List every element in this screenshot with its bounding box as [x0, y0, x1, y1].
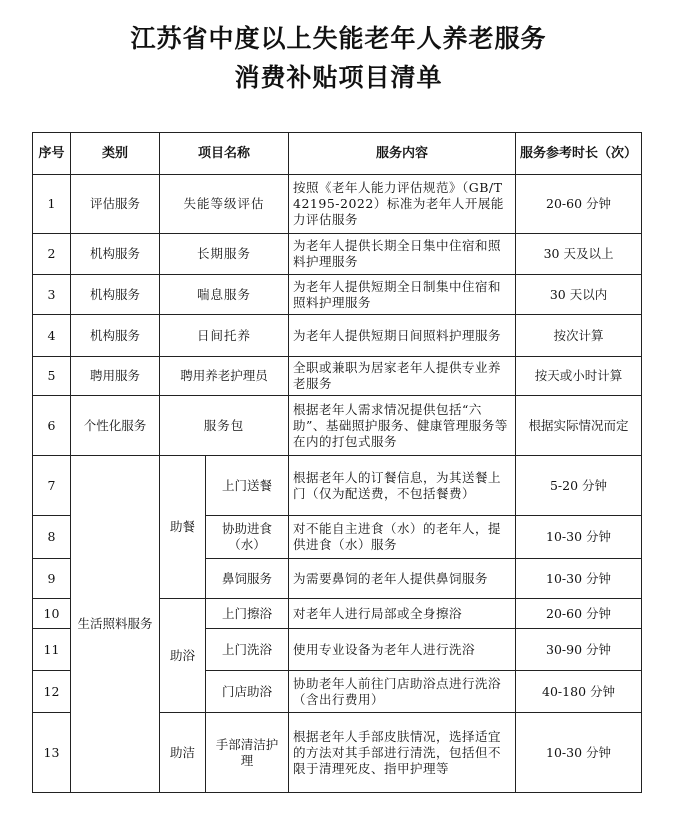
group-life-care: 生活照料服务 [71, 456, 160, 793]
table-row [33, 357, 642, 396]
row-duration: 30-90 分钟 [516, 629, 642, 671]
row-category: 个性化服务 [71, 396, 160, 456]
table-row [33, 315, 642, 357]
row-item: 日间托养 [160, 315, 289, 357]
group-meal-help: 助餐 [160, 456, 206, 599]
document-title-line1: 江苏省中度以上失能老年人养老服务 [130, 24, 547, 53]
row-duration: 5-20 分钟 [516, 456, 642, 516]
row-duration: 10-30 分钟 [516, 516, 642, 559]
row-category: 聘用服务 [71, 357, 160, 396]
header-item-name: 项目名称 [160, 133, 289, 175]
row-duration: 10-30 分钟 [516, 559, 642, 599]
row-sub-item: 手部清洁护理 [206, 713, 289, 793]
row-category: 机构服务 [71, 275, 160, 315]
row-sub-item: 鼻饲服务 [206, 559, 289, 599]
row-content: 为需要鼻饲的老年人提供鼻饲服务 [289, 559, 516, 599]
row-seq: 9 [33, 559, 71, 599]
row-category: 评估服务 [71, 175, 160, 234]
row-content: 为老年人提供长期全日集中住宿和照料护理服务 [289, 234, 516, 275]
row-content: 根据老年人需求情况提供包括“六助”、基础照护服务、健康管理服务等在内的打包式服务 [289, 396, 516, 456]
row-seq: 10 [33, 599, 71, 629]
row-content: 全职或兼职为居家老年人提供专业养老服务 [289, 357, 516, 396]
row-category: 机构服务 [71, 315, 160, 357]
row-seq: 11 [33, 629, 71, 671]
row-seq: 2 [33, 234, 71, 275]
row-duration: 按次计算 [516, 315, 642, 357]
row-sub-item: 上门洗浴 [206, 629, 289, 671]
row-content: 对老年人进行局部或全身擦浴 [289, 599, 516, 629]
row-item: 长期服务 [160, 234, 289, 275]
table-row [33, 175, 642, 234]
row-seq: 12 [33, 671, 71, 713]
row-duration: 20-60 分钟 [516, 175, 642, 234]
row-seq: 3 [33, 275, 71, 315]
row-item: 服务包 [160, 396, 289, 456]
group-bath-help: 助浴 [160, 599, 206, 713]
row-content: 使用专业设备为老年人进行洗浴 [289, 629, 516, 671]
row-content: 协助老年人前往门店助浴点进行洗浴（含出行费用） [289, 671, 516, 713]
row-content: 根据老年人手部皮肤情况，选择适宜的方法对其手部进行清洗，包括但不限于清理死皮、指甲护理等 [289, 713, 516, 793]
row-seq: 8 [33, 516, 71, 559]
table-row [33, 396, 642, 456]
row-category: 机构服务 [71, 234, 160, 275]
row-item: 喘息服务 [160, 275, 289, 315]
header-seq: 序号 [33, 133, 71, 175]
header-content: 服务内容 [289, 133, 516, 175]
row-seq: 4 [33, 315, 71, 357]
row-duration: 10-30 分钟 [516, 713, 642, 793]
row-seq: 1 [33, 175, 71, 234]
row-sub-item: 上门送餐 [206, 456, 289, 516]
row-content: 为老年人提供短期全日制集中住宿和照料护理服务 [289, 275, 516, 315]
row-sub-item: 上门擦浴 [206, 599, 289, 629]
row-content: 按照《老年人能力评估规范》（GB/T 42195-2022）标准为老年人开展能力评估服务 [289, 175, 516, 234]
row-duration: 20-60 分钟 [516, 599, 642, 629]
header-row [33, 133, 642, 175]
table-row [33, 456, 642, 516]
row-seq: 13 [33, 713, 71, 793]
row-item: 聘用养老护理员 [160, 357, 289, 396]
row-seq: 6 [33, 396, 71, 456]
subsidy-items-table [32, 132, 642, 793]
row-duration: 30 天以内 [516, 275, 642, 315]
row-duration: 根据实际情况而定 [516, 396, 642, 456]
row-duration: 40-180 分钟 [516, 671, 642, 713]
table-row [33, 234, 642, 275]
row-sub-item: 协助进食（水） [206, 516, 289, 559]
row-duration: 30 天及以上 [516, 234, 642, 275]
row-sub-item: 门店助浴 [206, 671, 289, 713]
row-content: 为老年人提供短期日间照料护理服务 [289, 315, 516, 357]
row-seq: 5 [33, 357, 71, 396]
row-content: 对不能自主进食（水）的老年人，提供进食（水）服务 [289, 516, 516, 559]
row-duration: 按天或小时计算 [516, 357, 642, 396]
group-clean-help: 助洁 [160, 713, 206, 793]
table-row [33, 275, 642, 315]
header-duration: 服务参考时长（次） [516, 133, 642, 175]
document-title-line2: 消费补贴项目清单 [234, 63, 443, 92]
row-seq: 7 [33, 456, 71, 516]
row-content: 根据老年人的订餐信息，为其送餐上门（仅为配送费，不包括餐费） [289, 456, 516, 516]
row-item: 失能等级评估 [160, 175, 289, 234]
header-category: 类别 [71, 133, 160, 175]
